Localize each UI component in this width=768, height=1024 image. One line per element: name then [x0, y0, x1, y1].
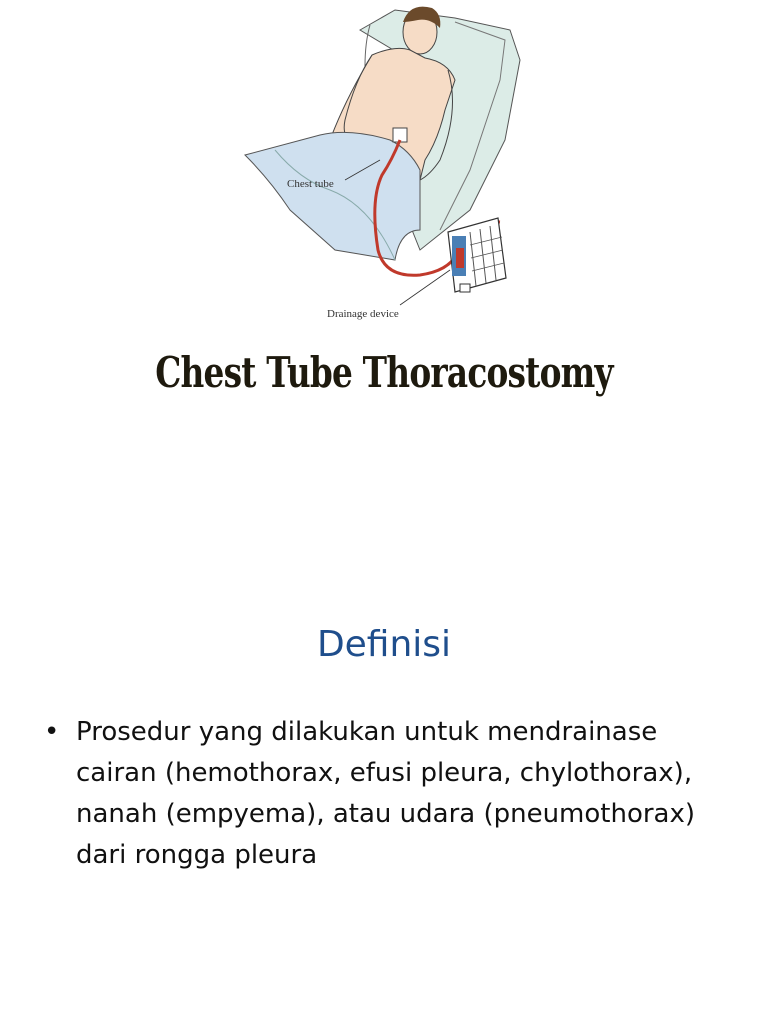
chest-tube-label: Chest tube: [287, 178, 334, 190]
slide-title: Chest Tube Thoracostomy: [155, 348, 613, 397]
section-heading: Definisi: [316, 624, 452, 665]
bullet-list: [44, 712, 734, 876]
drainage-device-label: Drainage device: [327, 308, 399, 320]
drainage-device-icon: [448, 218, 506, 292]
chest-tube-illustration: [230, 0, 530, 330]
bullet-text: Prosedur yang dilakukan untuk mendrainase cairan (hemothorax, efusi pleura, chylothorax), nanah (empyema), atau udara (pneumothorax) dari rongga pleura: [76, 717, 696, 870]
dressing-icon: [393, 128, 407, 142]
bullet-icon: •: [44, 717, 60, 747]
bullet-item: [44, 712, 734, 876]
slide-definisi: [0, 512, 768, 1024]
